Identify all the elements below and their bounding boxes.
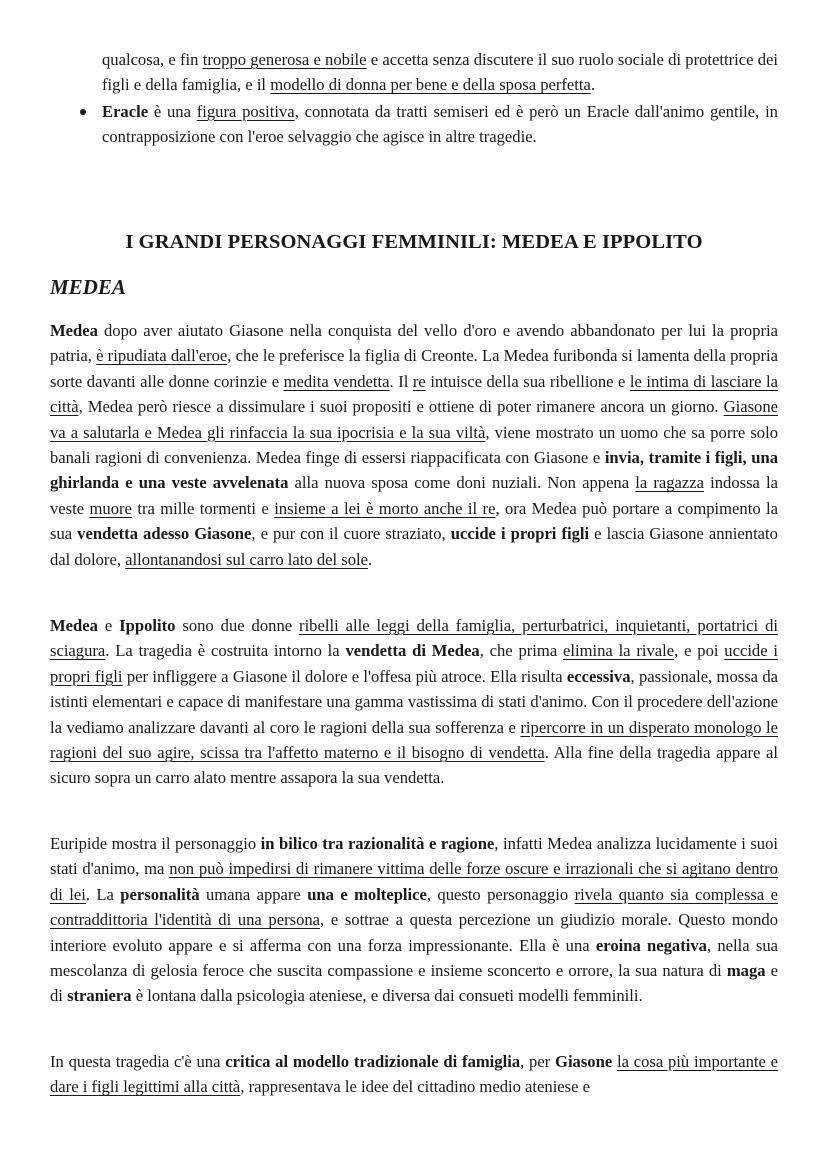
text-run: , ora Medea può portare a compimento la sua: [50, 498, 778, 544]
bold-text: eccessiva: [566, 666, 631, 686]
paragraph-euripide: [50, 831, 778, 1009]
bullet-item-eracle: [102, 99, 778, 150]
bold-text: Eracle: [102, 101, 149, 121]
underlined-text: troppo generosa e nobile: [202, 50, 367, 69]
text-run: , passionale, mossa da istinti elementari e capace di manifestare una gamma vastissima di stati d'animo. Con il procedere dell'azione la vediamo analizzare davanti al coro le ragioni della sua sofferenza e: [50, 666, 778, 737]
text-run: e lascia Giasone annientato dal dolore,: [50, 524, 778, 569]
text-run: , e pur con il cuore straziato,: [251, 524, 451, 544]
section-heading: I GRANDI PERSONAGGI FEMMINILI: MEDEA E IPPOLITO: [125, 231, 703, 253]
text-run: , che le preferisce la figlia di Creonte. La Medea furibonda si lamenta della propria sorte davanti alle donne corinzie e: [50, 346, 778, 391]
text-run: per infliggere a Giasone il dolore e l'offesa più atroce. Ella risulta: [122, 666, 567, 686]
paragraph-medea-plot: [50, 318, 778, 572]
text-run: è una: [148, 101, 197, 121]
text-run: qualcosa, e fin: [102, 50, 203, 69]
text-run: , e poi: [674, 641, 725, 661]
underlined-text: la cosa più importante e dare i figli legittimi alla città: [50, 1052, 779, 1097]
bullet-marker-icon: [80, 109, 86, 115]
underlined-text: insieme a lei è morto anche il re: [274, 498, 496, 518]
text-run: . Il: [389, 371, 413, 391]
bold-text: Medea: [50, 616, 98, 635]
underlined-text: le intima di lasciare la città: [50, 371, 778, 417]
bold-text: eroina negativa: [595, 935, 707, 955]
underlined-text: ribelli alle leggi della famiglia, perturbatrici, inquietanti, portatrici di sciagura: [50, 616, 778, 661]
underlined-text: allontanandosi sul carro lato del sole: [125, 549, 368, 569]
text-run: .: [590, 75, 596, 95]
bold-text: uccide i propri figli: [450, 524, 590, 544]
underlined-text: rivela quanto sia complessa e contraddittoria l'identità di una persona: [50, 884, 778, 930]
bold-text: invia, tramite i figli, una ghirlanda e una veste avvelenata: [50, 448, 778, 493]
bold-text: straniera: [67, 986, 132, 1006]
text-run: . La tragedia è costruita intorno la: [105, 641, 346, 661]
text-run: Euripide mostra il personaggio: [50, 834, 261, 853]
underlined-text: ripercorre in un disperato monologo le ragioni del suo agire, scissa tra l'affetto materno e il bisogno di vendetta: [50, 717, 778, 763]
text-run: sono due donne: [175, 616, 300, 635]
paragraph-medea-ippolito: [50, 613, 778, 791]
bullet-item-continuation: [102, 47, 778, 98]
text-run: intuisce della sua ribellione e: [425, 371, 630, 391]
bold-text: Ippolito: [119, 616, 176, 635]
text-run: , per: [520, 1052, 556, 1071]
text-run: .: [367, 549, 373, 569]
bold-text: in bilico tra razionalità e ragione: [260, 834, 495, 853]
text-run: . La: [85, 884, 121, 904]
underlined-text: Giasone va a salutarla e Medea gli rinfaccia la sua ipocrisia e la sua viltà: [50, 397, 778, 442]
text-run: e: [97, 616, 120, 635]
text-run: alla nuova sposa come doni nuziali. Non appena: [288, 473, 636, 493]
text-run: tra mille tormenti e: [131, 498, 275, 518]
bold-text: personalità: [120, 884, 200, 904]
text-run: , e sottrae a questa percezione un giudizio morale. Questo mondo interiore evoluto appare e si afferma con una forza impressionante. Ella è una: [50, 910, 778, 955]
text-run: , viene mostrato un uomo che sa porre solo banali ragioni di convenienza. Medea finge di essersi riappacificata con Giasone e: [50, 422, 778, 468]
bold-text: Medea: [50, 321, 98, 340]
underlined-text: medita vendetta: [283, 371, 390, 391]
text-run: , infatti Medea analizza lucidamente i suoi stati d'animo, ma: [50, 834, 778, 879]
text-run: , rappresentava le idee del cittadino medio ateniese e: [240, 1077, 591, 1097]
text-run: è lontana dalla psicologia ateniese, e diversa dai consueti modelli femminili.: [131, 986, 643, 1006]
underlined-text: non può impedirsi di rimanere vittima delle forze oscure e irrazionali che si agitano dentro di lei: [50, 859, 778, 904]
underlined-text: la ragazza: [635, 473, 704, 493]
subsection-heading: MEDEA: [50, 275, 126, 299]
bold-text: critica al modello tradizionale di famiglia: [225, 1052, 521, 1071]
text-run: indossa la veste: [50, 473, 779, 518]
text-run: . Alla fine della tragedia appare al sicuro sopra un carro alato mentre assapora la sua vendetta.: [50, 743, 778, 788]
paragraph-famiglia: [50, 1049, 778, 1100]
text-run: e di: [50, 961, 778, 1006]
bullet-list: [102, 47, 778, 150]
underlined-text: è ripudiata dall'eroe: [96, 346, 228, 366]
bold-text: una e molteplice: [307, 884, 427, 904]
text-run: e accetta senza discutere il suo ruolo sociale di protettrice dei figli e della famiglia, e il: [102, 50, 778, 95]
text-run: , questo personaggio: [426, 884, 575, 904]
text-run: , Medea però riesce a dissimulare i suoi propositi e ottiene di poter rimanere ancora un giorno.: [78, 397, 724, 417]
text-run: dopo aver aiutato Giasone nella conquista del vello d'oro e avendo abbandonato per lui la propria patria,: [50, 321, 778, 366]
underlined-text: modello di donna per bene e della sposa perfetta: [270, 75, 591, 95]
bold-text: Giasone: [555, 1052, 613, 1071]
bold-text: vendetta di Medea: [345, 641, 480, 661]
text-run: , nella sua mescolanza di gelosia feroce che suscita compassione e insieme sconcerto e orrore, la sua natura di: [50, 935, 778, 981]
underlined-text: figura positiva: [196, 101, 295, 121]
text-run: In questa tragedia c'è una: [50, 1052, 226, 1071]
underlined-text: uccide i propri figli: [50, 641, 779, 686]
underlined-text: elimina la rivale: [563, 641, 675, 661]
text-run: umana appare: [199, 884, 308, 904]
underlined-text: re: [412, 371, 426, 391]
underlined-text: muore: [89, 498, 132, 518]
text-run: , che prima: [479, 641, 563, 661]
bold-text: maga: [726, 961, 766, 981]
text-run: , connotata da tratti semiseri ed è però un Eracle dall'animo gentile, in contrapposizione con l'eroe selvaggio che agisce in altre tragedie.: [102, 101, 778, 147]
bold-text: vendetta adesso Giasone: [77, 524, 252, 544]
